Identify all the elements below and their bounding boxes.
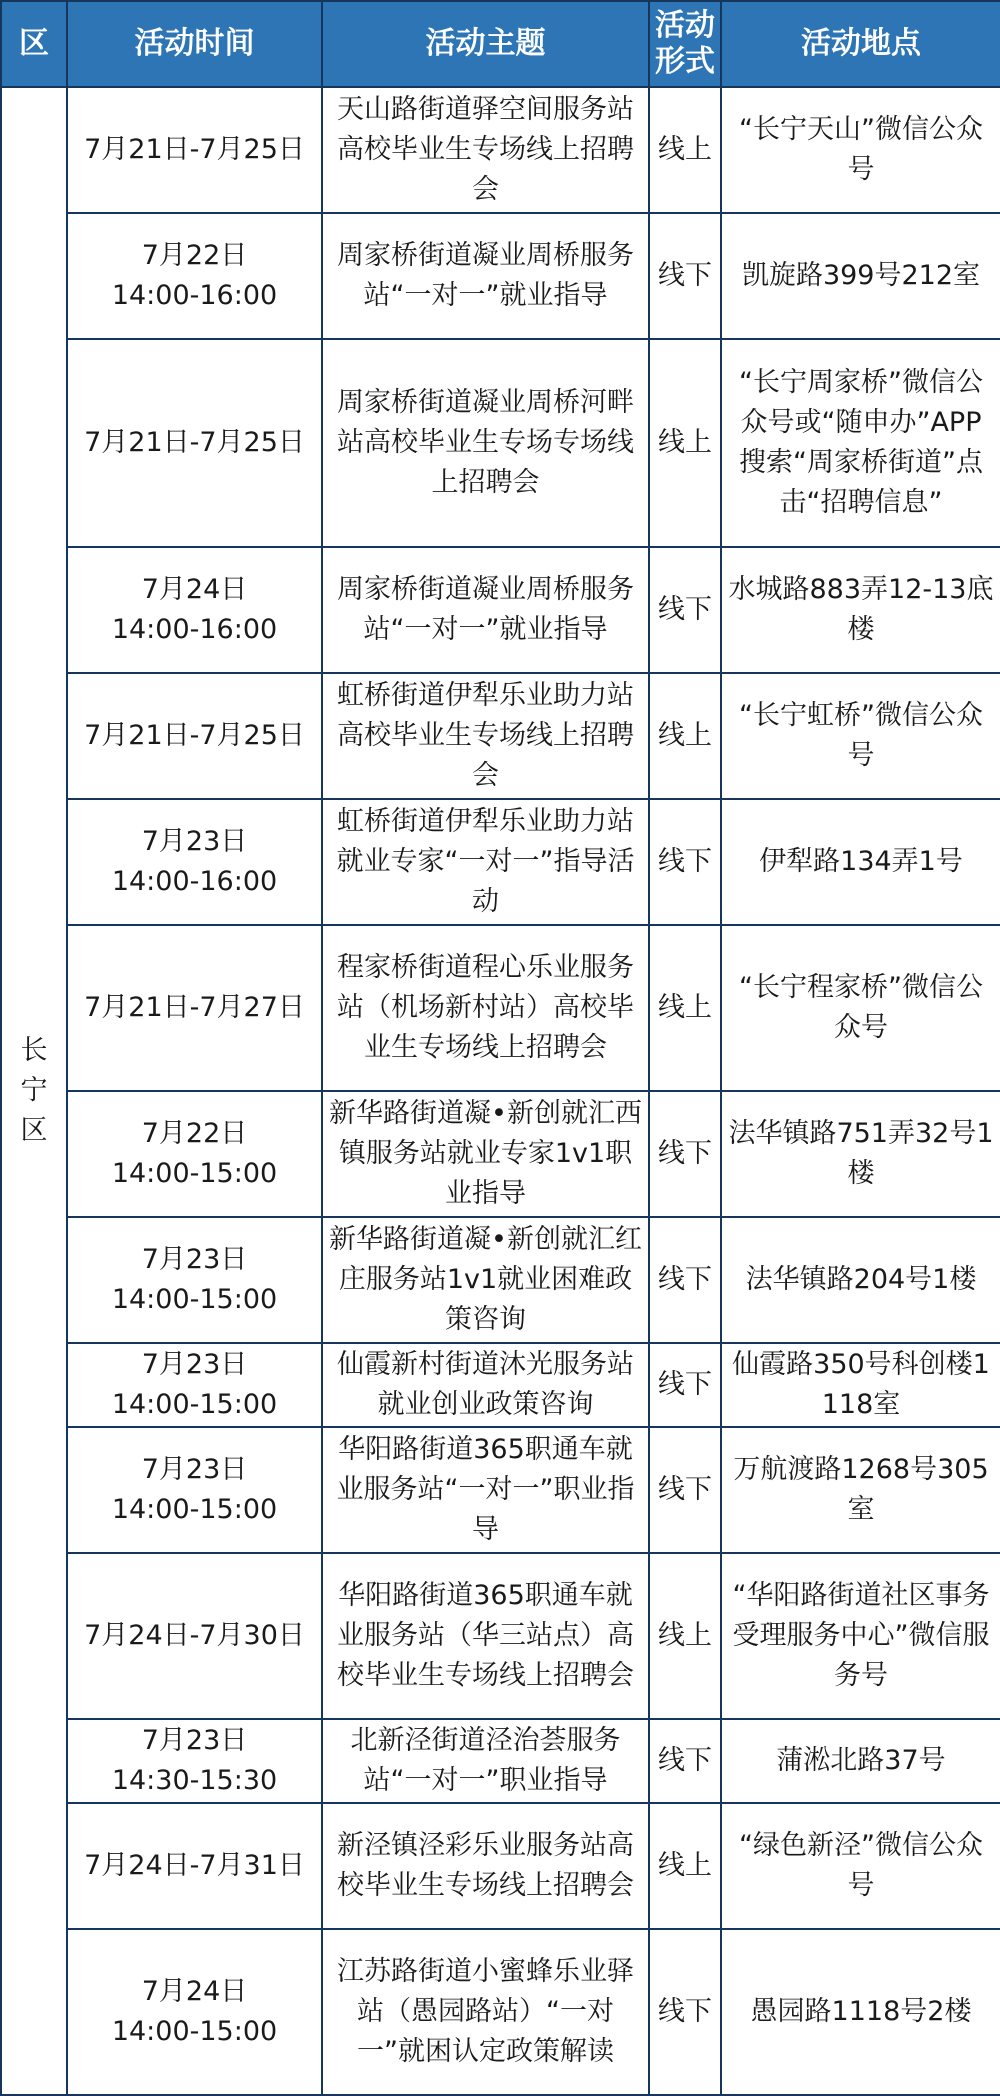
time-cell: 7月23日 14:00-16:00 — [67, 799, 322, 925]
form-cell: 线下 — [649, 1091, 721, 1217]
theme-cell: 天山路街道驿空间服务站高校毕业生专场线上招聘会 — [322, 87, 649, 213]
form-cell: 线上 — [649, 1803, 721, 1929]
form-cell: 线上 — [649, 673, 721, 799]
place-cell: “华阳路街道社区事务受理服务中心”微信服务号 — [721, 1553, 1000, 1719]
theme-cell: 周家桥街道凝业周桥河畔站高校毕业生专场专场线上招聘会 — [322, 339, 649, 547]
theme-cell: 华阳路街道365职通车就业服务站“一对一”职业指导 — [322, 1427, 649, 1553]
form-cell: 线下 — [649, 547, 721, 673]
place-cell: 凯旋路399号212室 — [721, 213, 1000, 339]
form-cell: 线下 — [649, 1929, 721, 2095]
time-cell: 7月23日 14:00-15:00 — [67, 1217, 322, 1343]
place-cell: “长宁虹桥”微信公众号 — [721, 673, 1000, 799]
table-row — [1, 1217, 1000, 1343]
table-row — [1, 673, 1000, 799]
theme-cell: 周家桥街道凝业周桥服务站“一对一”就业指导 — [322, 547, 649, 673]
form-cell: 线下 — [649, 1427, 721, 1553]
theme-cell: 程家桥街道程心乐业服务站（机场新村站）高校毕业生专场线上招聘会 — [322, 925, 649, 1091]
place-cell: 伊犁路134弄1号 — [721, 799, 1000, 925]
theme-cell: 江苏路街道小蜜蜂乐业驿站（愚园路站）“一对一”就困认定政策解读 — [322, 1929, 649, 2095]
time-cell: 7月24日 14:00-16:00 — [67, 547, 322, 673]
district-cell: 长 宁 区 — [1, 87, 67, 2095]
form-cell: 线上 — [649, 339, 721, 547]
table-body — [1, 87, 1000, 2095]
theme-cell: 新华路街道凝•新创就汇西镇服务站就业专家1v1职业指导 — [322, 1091, 649, 1217]
place-cell: “长宁程家桥”微信公众号 — [721, 925, 1000, 1091]
header-place: 活动地点 — [721, 1, 1000, 87]
time-cell: 7月24日-7月30日 — [67, 1553, 322, 1719]
theme-cell: 华阳路街道365职通车就业服务站（华三站点）高校毕业生专场线上招聘会 — [322, 1553, 649, 1719]
time-cell: 7月21日-7月27日 — [67, 925, 322, 1091]
place-cell: “长宁周家桥”微信公众号或“随申办”APP搜索“周家桥街道”点击“招聘信息” — [721, 339, 1000, 547]
time-cell: 7月21日-7月25日 — [67, 87, 322, 213]
table-row — [1, 213, 1000, 339]
header-district: 区 — [1, 1, 67, 87]
place-cell: 水城路883弄12-13底楼 — [721, 547, 1000, 673]
theme-cell: 新泾镇泾彩乐业服务站高校毕业生专场线上招聘会 — [322, 1803, 649, 1929]
place-cell: 法华镇路751弄32号1楼 — [721, 1091, 1000, 1217]
header-row — [1, 1, 1000, 87]
table-row — [1, 339, 1000, 547]
table-row — [1, 1091, 1000, 1217]
time-cell: 7月21日-7月25日 — [67, 673, 322, 799]
theme-cell: 新华路街道凝•新创就汇红庄服务站1v1就业困难政策咨询 — [322, 1217, 649, 1343]
table-row — [1, 1343, 1000, 1427]
header-theme: 活动主题 — [322, 1, 649, 87]
table-row — [1, 1719, 1000, 1803]
time-cell: 7月24日 14:00-15:00 — [67, 1929, 322, 2095]
time-cell: 7月24日-7月31日 — [67, 1803, 322, 1929]
table-row — [1, 1929, 1000, 2095]
table-row — [1, 1427, 1000, 1553]
form-cell: 线上 — [649, 925, 721, 1091]
table-row — [1, 87, 1000, 213]
header-form: 活动 形式 — [649, 1, 721, 87]
place-cell: 愚园路1118号2楼 — [721, 1929, 1000, 2095]
form-cell: 线下 — [649, 1217, 721, 1343]
time-cell: 7月22日 14:00-16:00 — [67, 213, 322, 339]
table-row — [1, 1553, 1000, 1719]
time-cell: 7月23日 14:30-15:30 — [67, 1719, 322, 1803]
theme-cell: 周家桥街道凝业周桥服务站“一对一”就业指导 — [322, 213, 649, 339]
table-row — [1, 799, 1000, 925]
form-cell: 线上 — [649, 1553, 721, 1719]
form-cell: 线下 — [649, 1343, 721, 1427]
time-cell: 7月22日 14:00-15:00 — [67, 1091, 322, 1217]
theme-cell: 虹桥街道伊犁乐业助力站就业专家“一对一”指导活动 — [322, 799, 649, 925]
table-row — [1, 547, 1000, 673]
table-row — [1, 1803, 1000, 1929]
place-cell: 万航渡路1268号305室 — [721, 1427, 1000, 1553]
time-cell: 7月21日-7月25日 — [67, 339, 322, 547]
place-cell: 法华镇路204号1楼 — [721, 1217, 1000, 1343]
form-cell: 线下 — [649, 213, 721, 339]
theme-cell: 北新泾街道泾治荟服务站“一对一”职业指导 — [322, 1719, 649, 1803]
form-cell: 线下 — [649, 1719, 721, 1803]
time-cell: 7月23日 14:00-15:00 — [67, 1343, 322, 1427]
place-cell: “长宁天山”微信公众号 — [721, 87, 1000, 213]
theme-cell: 仙霞新村街道沐光服务站就业创业政策咨询 — [322, 1343, 649, 1427]
time-cell: 7月23日 14:00-15:00 — [67, 1427, 322, 1553]
place-cell: “绿色新泾”微信公众号 — [721, 1803, 1000, 1929]
place-cell: 蒲淞北路37号 — [721, 1719, 1000, 1803]
place-cell: 仙霞路350号科创楼1118室 — [721, 1343, 1000, 1427]
table-row — [1, 925, 1000, 1091]
theme-cell: 虹桥街道伊犁乐业助力站高校毕业生专场线上招聘会 — [322, 673, 649, 799]
header-time: 活动时间 — [67, 1, 322, 87]
form-cell: 线下 — [649, 799, 721, 925]
form-cell: 线上 — [649, 87, 721, 213]
